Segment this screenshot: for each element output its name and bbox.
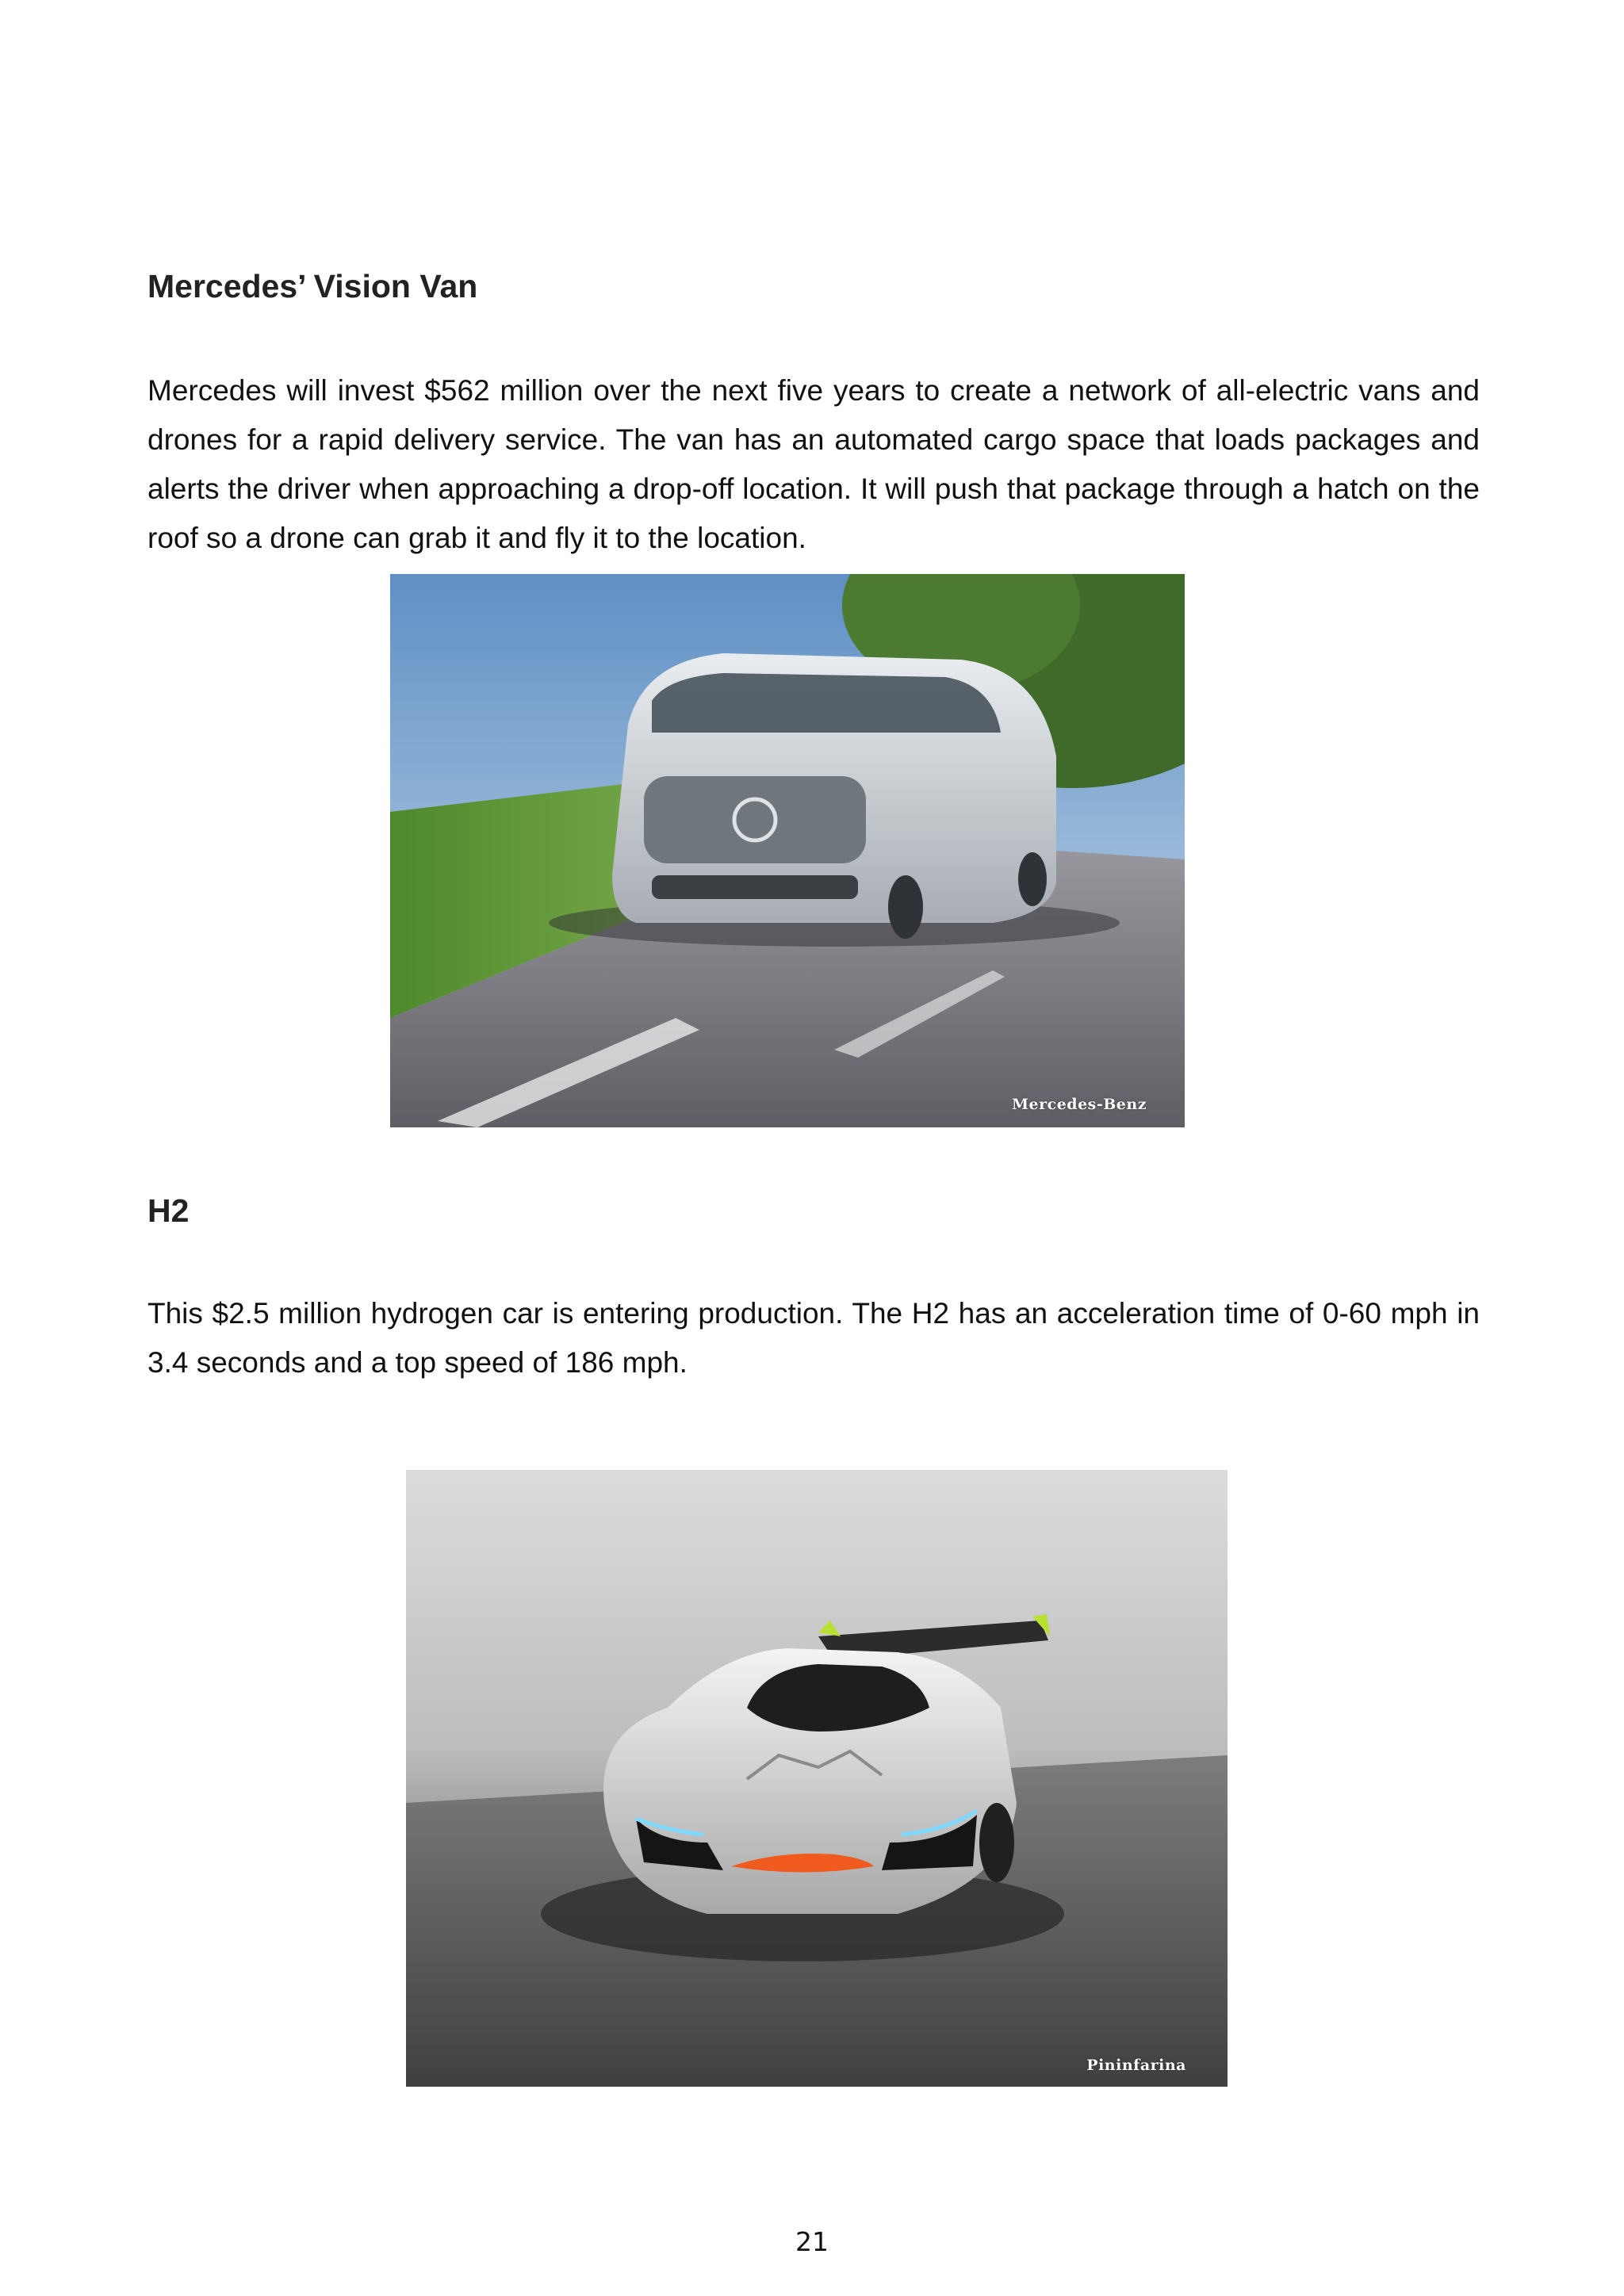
section-heading-vision-van: Mercedes’ Vision Van	[147, 268, 478, 304]
vision-van-image-credit: Mercedes-Benz	[1012, 1096, 1147, 1113]
h2-car-image-credit: Pininfarina	[1086, 2057, 1186, 2074]
page-number: 21	[795, 2226, 829, 2257]
section-paragraph-vision-van: Mercedes will invest $562 million over the next five years to create a network of all-electric vans and drones for a rapid delivery service. The van has an automated cargo space that loads packages and alerts the driver when approaching a drop-off location. It will push that package through a hatch on the roof so a drone can grab it and fly it to the location.	[147, 374, 1480, 554]
h2-car-photo	[406, 1470, 1228, 2087]
section-paragraph-h2: This $2.5 million hydrogen car is entering production. The H2 has an acceleration time of 0-60 mph in 3.4 seconds and a top speed of 186 mph.	[147, 1297, 1480, 1379]
vision-van-photo	[390, 574, 1185, 1127]
section-heading-h2: H2	[147, 1192, 190, 1229]
